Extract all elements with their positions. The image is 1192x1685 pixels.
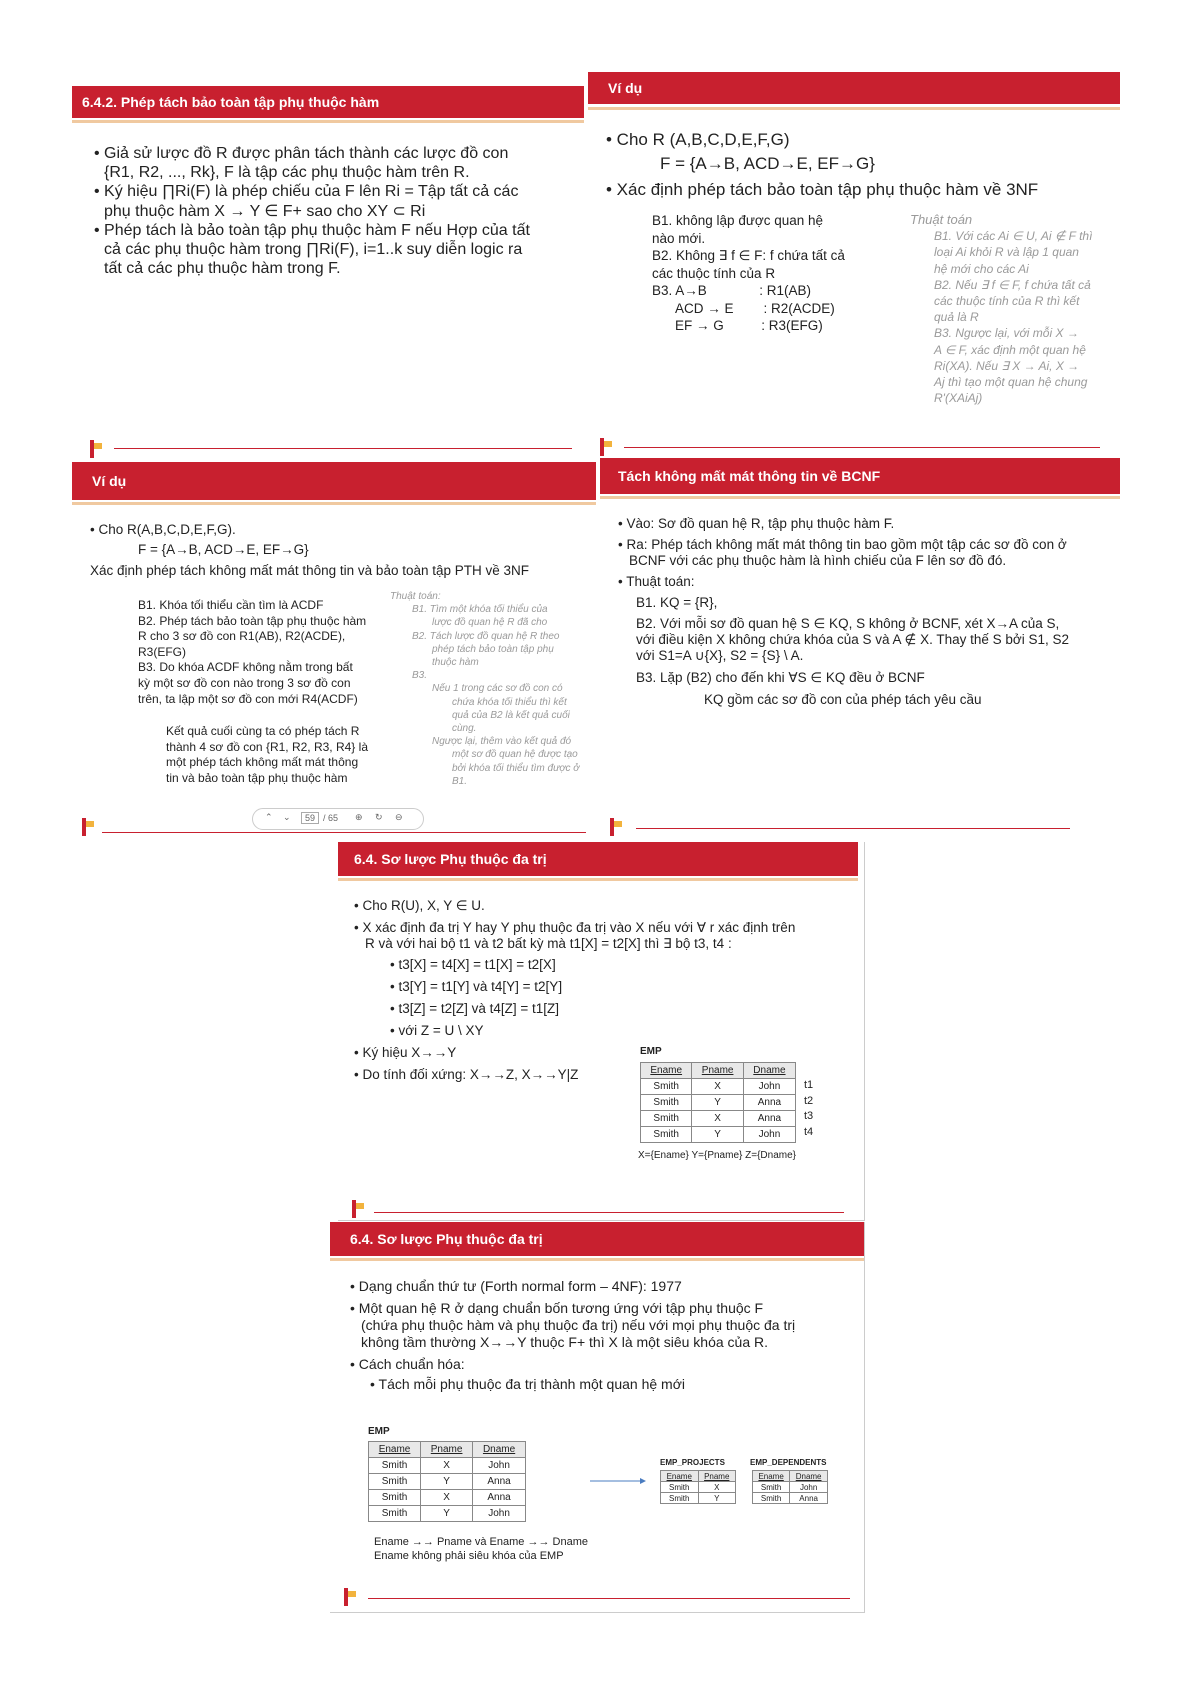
body-line: không tầm thường X→→Y thuộc F+ thì X là một siêu khóa của R. xyxy=(361,1334,768,1350)
body-line: B2. Với mỗi sơ đồ quan hệ S ∈ KQ, S không ở BCNF, xét X→A của S, xyxy=(636,616,1060,631)
step-line: R cho 3 sơ đồ con R1(AB), R2(ACDE), xyxy=(138,629,346,644)
algo-line: Thuật toán xyxy=(910,212,973,227)
slide-header xyxy=(588,72,1120,104)
table-cell: Smith xyxy=(661,1482,699,1493)
step-line: B2. Phép tách bảo toàn tập phụ thuộc hàm xyxy=(138,613,367,628)
algo-line: B3. xyxy=(412,670,428,682)
logo-icon xyxy=(352,1200,364,1218)
body-line: • Cho R(A,B,C,D,E,F,G). xyxy=(90,522,236,537)
result-line: tin và bảo toàn tập phụ thuộc hàm xyxy=(166,770,348,785)
logo-icon xyxy=(90,440,102,458)
page-number-input[interactable]: 59 xyxy=(301,812,319,824)
body-line: • Giả sử lược đồ R được phân tách thành các lược đồ con xyxy=(94,145,509,162)
body-line: • t3[X] = t4[X] = t1[X] = t2[X] xyxy=(390,957,556,972)
table-row xyxy=(641,1127,796,1143)
algo-line: hệ mới cho các Ai xyxy=(934,261,1029,276)
table-cell: John xyxy=(743,1079,795,1095)
table-row xyxy=(753,1482,828,1493)
step-line: trên, ta lập một sơ đồ con mới R4(ACDF) xyxy=(138,691,358,706)
tuple-label: t2 xyxy=(804,1094,814,1107)
column-header: Dname xyxy=(743,1063,795,1079)
slide-title: 6.4. Sơ lược Phụ thuộc đa trị xyxy=(350,1231,543,1247)
body-line: • Ra: Phép tách không mất mát thông tin bao gồm một tập các sơ đồ con ở xyxy=(618,537,1067,552)
body-line: • Do tính đối xứng: X→→Z, X→→Y|Z xyxy=(354,1067,579,1082)
algorithm-note xyxy=(390,590,579,788)
table-cell: John xyxy=(790,1482,828,1493)
table-cell: John xyxy=(473,1458,526,1474)
body-line: BCNF với các phụ thuộc hàm là hình chiếu của F lên sơ đồ đó. xyxy=(629,553,1007,568)
emp-projects-table xyxy=(660,1470,736,1504)
table-cell: Smith xyxy=(641,1127,692,1143)
slide-header xyxy=(338,842,858,876)
slide-header xyxy=(72,86,584,118)
table-title: EMP_DEPENDENTS xyxy=(750,1458,827,1467)
result-line: một phép tách không mất mát thông xyxy=(166,755,359,770)
algo-line: B1. Tìm một khóa tối thiểu của xyxy=(412,604,548,616)
column-header: Ename xyxy=(641,1063,692,1079)
rotate-icon[interactable]: ↻ xyxy=(375,812,383,822)
table-cell: Smith xyxy=(369,1490,421,1506)
body-line: • Cho R (A,B,C,D,E,F,G) xyxy=(606,130,790,149)
table-caption: X={Ename} Y={Pname} Z={Dname} xyxy=(638,1150,796,1161)
chevron-down-icon[interactable]: ⌄ xyxy=(283,812,291,822)
step-line: B3. A→B : R1(AB) xyxy=(652,283,812,298)
table-title: EMP xyxy=(640,1046,662,1057)
step-line: B1. không lập được quan hệ xyxy=(652,213,824,228)
algo-line: A ∈ F, xác định một quan hệ xyxy=(934,342,1086,357)
logo-icon xyxy=(344,1588,356,1606)
body-line: • Một quan hệ R ở dạng chuẩn bốn tương ứng với tập phụ thuộc F xyxy=(350,1300,764,1316)
body-line: • X xác định đa trị Y hay Y phụ thuộc đa trị vào X nếu với ∀ r xác định trên xyxy=(354,920,796,935)
column-header: Dname xyxy=(790,1471,828,1482)
algo-line: loại Ai khỏi R và lập 1 quan xyxy=(934,245,1079,260)
body-line: • Ký hiệu X→→Y xyxy=(354,1045,457,1060)
result-line: thành 4 sơ đồ con {R1, R2, R3, R4} là xyxy=(166,739,368,754)
table-header-row xyxy=(369,1442,526,1458)
note-line: Ename →→ Pname và Ename →→ Dname xyxy=(374,1536,588,1548)
table-title: EMP_PROJECTS xyxy=(660,1458,725,1467)
step-line: nào mới. xyxy=(652,230,706,246)
table-cell: Smith xyxy=(369,1506,421,1522)
slide-body xyxy=(94,144,530,278)
table-row xyxy=(369,1506,526,1522)
algo-line: thuộc hàm xyxy=(432,657,479,669)
algorithm-note xyxy=(910,212,1092,406)
table-cell: Y xyxy=(421,1474,473,1490)
body-line: • Thuật toán: xyxy=(618,574,695,589)
column-header: Ename xyxy=(661,1471,699,1482)
algo-line: B2. Nếu ∃ f ∈ F, f chứa tất cả xyxy=(934,277,1091,292)
body-line: B1. KQ = {R}, xyxy=(636,595,718,610)
slide-header xyxy=(600,458,1120,494)
algo-line: cùng. xyxy=(452,723,477,735)
table-cell: Smith xyxy=(753,1493,790,1504)
table-cell: X xyxy=(692,1079,743,1095)
table-header-row xyxy=(661,1471,736,1482)
body-line: F = {A→B, ACD→E, EF→G} xyxy=(660,154,875,173)
slide-multivalued-dependency xyxy=(338,842,865,1221)
table-row xyxy=(369,1474,526,1490)
body-line: • Xác định phép tách bảo toàn tập phụ thuộc hàm về 3NF xyxy=(606,180,1039,199)
algo-line: quả của B2 là kết quả cuối xyxy=(452,709,570,721)
table-cell: Anna xyxy=(473,1474,526,1490)
table-cell: Y xyxy=(692,1127,743,1143)
emp-table xyxy=(640,1062,796,1143)
body-line: R và với hai bộ t1 và t2 bất kỳ mà t1[X] = t2[X] thì ∃ bộ t3, t4 : xyxy=(365,936,732,951)
table-cell: John xyxy=(473,1506,526,1522)
slide-title: 6.4.2. Phép tách bảo toàn tập phụ thuộc hàm xyxy=(82,94,380,110)
table-cell: Anna xyxy=(743,1095,795,1111)
algo-line: bởi khóa tối thiểu tìm được ở xyxy=(452,762,580,774)
table-row xyxy=(369,1458,526,1474)
algo-line: một sơ đồ quan hệ được tạo xyxy=(452,749,578,761)
table-title: EMP xyxy=(368,1426,390,1437)
table-row xyxy=(661,1493,736,1504)
tuple-label: t3 xyxy=(804,1110,814,1122)
column-header: Dname xyxy=(473,1442,526,1458)
slide-title: Tách không mất mát thông tin về BCNF xyxy=(618,468,881,484)
table-row xyxy=(369,1490,526,1506)
slide-title: Ví dụ xyxy=(92,473,127,489)
body-line: cả các phụ thuộc hàm trong ∏Ri(F), i=1..k suy diễn logic ra xyxy=(104,240,523,258)
body-line: • t3[Y] = t1[Y] và t4[Y] = t2[Y] xyxy=(390,979,563,994)
emp-dependents-table xyxy=(752,1470,828,1504)
algo-line: Thuật toán: xyxy=(390,591,441,602)
body-line: • Ký hiệu ∏Ri(F) là phép chiếu của F lên Ri = Tập tất cả các xyxy=(94,183,519,201)
slide-example-3nf xyxy=(588,72,1120,458)
table-header-row xyxy=(641,1063,796,1079)
steps xyxy=(138,598,366,707)
table-cell: Anna xyxy=(790,1493,828,1504)
body-line: Xác định phép tách không mất mát thông tin và bảo toàn tập PTH về 3NF xyxy=(90,563,530,578)
table-cell: X xyxy=(421,1490,473,1506)
body-line: tất cả các phụ thuộc hàm trong F. xyxy=(104,260,341,278)
step-line: B3. Do khóa ACDF không nằm trong bất xyxy=(138,660,353,675)
body-line: với điều kiện X không chứa khóa của S và A ∉ X. Thay thế S bởi S1, S2 xyxy=(636,632,1070,647)
body-line: • t3[Z] = t2[Z] và t4[Z] = t1[Z] xyxy=(390,1001,560,1016)
algo-line: lược đồ quan hệ R đã cho xyxy=(432,617,548,629)
step-line: ACD → E : R2(ACDE) xyxy=(675,300,835,316)
result-line: Kết quả cuối cùng ta có phép tách R xyxy=(166,724,360,738)
logo-icon xyxy=(610,818,622,836)
step-line: kỳ một sơ đồ con nào trong 3 sơ đồ con xyxy=(138,675,351,690)
column-header: Ename xyxy=(369,1442,421,1458)
page-total: / 65 xyxy=(323,813,339,823)
table-row xyxy=(753,1493,828,1504)
body-line: B3. Lặp (B2) cho đến khi ∀S ∈ KQ đều ở BCNF xyxy=(636,670,925,685)
table-cell: Anna xyxy=(473,1490,526,1506)
slide-header xyxy=(72,462,596,500)
steps xyxy=(652,212,845,335)
table-cell: X xyxy=(692,1111,743,1127)
table-row xyxy=(641,1095,796,1111)
emp-table xyxy=(368,1441,526,1522)
table-cell: Y xyxy=(698,1493,736,1504)
body-line: • Cách chuẩn hóa: xyxy=(350,1356,465,1372)
algo-line: B1. Với các Ai ∈ U, Ai ∉ F thì xyxy=(934,229,1093,244)
slide-title: Ví dụ xyxy=(608,80,643,96)
body-line: • Phép tách là bảo toàn tập phụ thuộc hàm F nếu Hợp của tất xyxy=(94,221,530,239)
table-cell: Smith xyxy=(641,1111,692,1127)
algo-line: Ngược lại, thêm vào kết quả đó xyxy=(432,736,572,748)
body-line: {R1, R2, ..., Rk}, F là tập các phụ thuộc hàm trên R. xyxy=(104,164,470,182)
body-line: F = {A→B, ACD→E, EF→G} xyxy=(138,542,309,557)
table-header-row xyxy=(753,1471,828,1482)
column-header: Pname xyxy=(698,1471,736,1482)
step-line: B1. Khóa tối thiểu cần tìm là ACDF xyxy=(138,598,324,612)
column-header: Ename xyxy=(753,1471,790,1482)
tuple-labels xyxy=(804,1078,813,1140)
table-cell: John xyxy=(743,1127,795,1143)
zoom-out-icon[interactable]: ⊖ xyxy=(395,812,403,822)
body-line: (chứa phụ thuộc hàm và phụ thuộc đa trị) nếu với mọi phụ thuộc đa trị xyxy=(361,1317,796,1333)
table-cell: Smith xyxy=(661,1493,699,1504)
table-cell: Anna xyxy=(743,1111,795,1127)
step-line: R3(EFG) xyxy=(138,644,186,659)
table-row xyxy=(641,1111,796,1127)
pdf-pager-toolbar xyxy=(252,808,424,830)
column-header: Pname xyxy=(692,1063,743,1079)
slide-lossless-bcnf xyxy=(600,458,1120,840)
slide-projection-preservation xyxy=(72,86,584,458)
tuple-label: t4 xyxy=(804,1125,814,1138)
body-line: phụ thuộc hàm X → Y ∈ F+ sao cho XY ⊂ Ri xyxy=(104,202,426,220)
note-line: Ename không phải siêu khóa của EMP xyxy=(374,1550,564,1562)
algo-line: Aj thì tạo một quan hệ chung xyxy=(934,375,1088,390)
body-line: • với Z = U \ XY xyxy=(390,1023,484,1038)
logo-icon xyxy=(600,438,612,456)
logo-icon xyxy=(82,818,94,836)
table-cell: Smith xyxy=(641,1095,692,1111)
table-cell: Smith xyxy=(753,1482,790,1493)
algo-line: B2. Tách lược đồ quan hệ R theo xyxy=(412,630,560,642)
slide-header xyxy=(330,1222,864,1256)
step-line: các thuộc tính của R xyxy=(652,265,776,281)
body-line: với S1=A ∪{X}, S2 = {S} \ A. xyxy=(636,648,804,663)
body-line: KQ gồm các sơ đồ con của phép tách yêu cầu xyxy=(704,692,982,707)
algo-line: Nếu 1 trong các sơ đồ con có xyxy=(432,683,563,695)
slide-example-lossless-3nf xyxy=(72,462,596,840)
table-cell: Y xyxy=(692,1095,743,1111)
table-cell: X xyxy=(421,1458,473,1474)
algo-line: Ri(XA). Nếu ∃ X → Ai, X → xyxy=(934,358,1080,373)
column-header: Pname xyxy=(421,1442,473,1458)
body-line: • Cho R(U), X, Y ∈ U. xyxy=(354,898,485,913)
table-cell: Y xyxy=(421,1506,473,1522)
tuple-label: t1 xyxy=(804,1079,814,1091)
slide-4nf xyxy=(330,1222,865,1613)
step-line: EF → G : R3(EFG) xyxy=(675,318,823,333)
chevron-up-icon[interactable]: ⌃ xyxy=(265,812,273,822)
algo-line: B1. xyxy=(452,775,468,787)
algo-line: phép tách bảo toàn tập phụ xyxy=(432,643,554,655)
table-cell: Smith xyxy=(369,1474,421,1490)
table-cell: X xyxy=(698,1482,736,1493)
body-line: • Vào: Sơ đồ quan hệ R, tập phụ thuộc hàm F. xyxy=(618,516,895,531)
step-line: B2. Không ∃ f ∈ F: f chứa tất cả xyxy=(652,248,845,263)
result xyxy=(166,724,368,786)
table-row xyxy=(641,1079,796,1095)
algo-line: các thuộc tính của R thì kết xyxy=(934,294,1080,309)
table-row xyxy=(661,1482,736,1493)
zoom-in-icon[interactable]: ⊕ xyxy=(355,812,363,822)
algo-line: B3. Ngược lại, với mỗi X → xyxy=(934,326,1079,341)
algo-line: R'(XAiAj) xyxy=(934,391,983,406)
arrow-right-icon xyxy=(590,1476,646,1486)
slide-title: 6.4. Sơ lược Phụ thuộc đa trị xyxy=(354,851,547,867)
body-line: • Tách mỗi phụ thuộc đa trị thành một quan hệ mới xyxy=(370,1376,685,1392)
algo-line: quả là R xyxy=(934,310,979,325)
algo-line: chứa khóa tối thiểu thì kết xyxy=(452,696,567,708)
body-line: • Dạng chuẩn thứ tư (Forth normal form – 4NF): 1977 xyxy=(350,1278,682,1294)
table-cell: Smith xyxy=(641,1079,692,1095)
table-cell: Smith xyxy=(369,1458,421,1474)
